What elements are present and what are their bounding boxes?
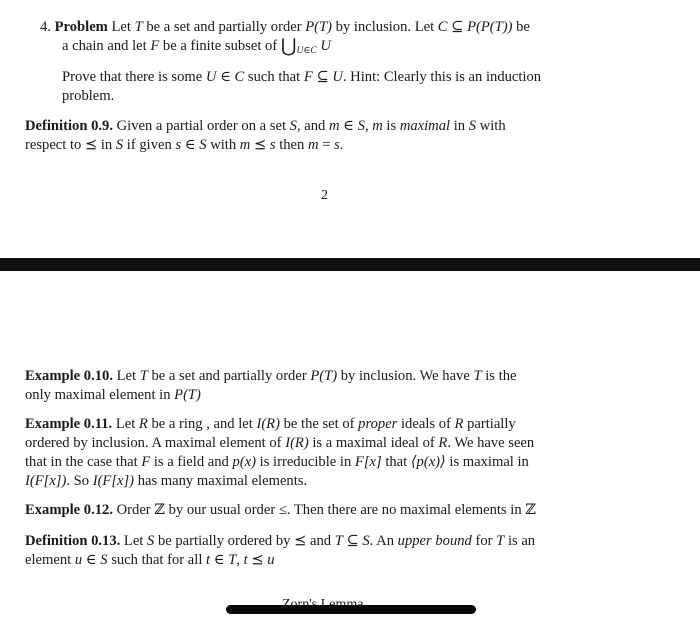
text: respect to ⪯ in [25,137,116,153]
text: such that [244,69,304,85]
text: ∈ [82,552,101,568]
example-0-12 [25,501,635,520]
math: S [468,118,477,134]
page-number: 2 [321,188,328,203]
math: S [115,137,124,153]
text: by inclusion. Let [332,19,438,35]
definition-0-9 [25,117,635,155]
text: if given [123,137,176,153]
math: u [267,552,275,568]
text: element [25,552,75,568]
text: . So [66,473,93,489]
text: problem. [62,88,115,104]
example-line-2 [25,434,635,453]
problem-4 [40,18,630,106]
math: u [74,552,83,568]
text: Order ℤ by our usual order ≤. Then there are no maximal elements in ℤ [112,502,536,518]
text: in [450,118,469,134]
text: only maximal element in [25,387,175,403]
math: S [357,118,365,134]
text: , and [296,118,329,134]
math: C [234,69,245,85]
text: that in the case that [25,454,142,470]
text: Let [112,368,140,384]
text: then [275,137,308,153]
math: t [243,552,248,568]
problem-line-1 [40,18,630,37]
math: R [138,416,148,432]
definition-0-13 [25,532,635,570]
text: , [236,552,244,568]
math: s [269,137,276,153]
math: T [473,368,482,384]
text: ∈ [216,69,235,85]
math: P(T) [310,368,338,384]
math: P(T) [174,387,201,403]
definition-heading: Definition 0.13. [25,533,121,549]
problem-line-2 [40,37,630,61]
example-line-2 [25,386,635,405]
text: be [512,19,530,35]
definition-line-1 [25,532,635,551]
definition-heading: Definition 0.9. [25,118,113,134]
math: I(F[x]) [92,473,135,489]
text: . An [369,533,398,549]
text: ∈ [339,118,358,134]
text: Given a partial order on a set [112,118,290,134]
example-line-3 [25,453,635,472]
text: ⪯ [250,137,270,153]
example-0-11 [25,415,635,491]
text: , [364,118,373,134]
example-heading: Example 0.10. [25,368,113,384]
example-heading: Example 0.12. [25,502,113,518]
text: Prove that there is some [62,69,206,85]
text: has many maximal elements. [134,473,308,489]
term: proper [358,416,398,432]
math: P(P(T)) [467,19,513,35]
text: for [471,533,497,549]
definition-line-2 [25,551,635,570]
math: t [206,552,211,568]
text: ⊆ [312,69,333,85]
math: U [332,69,343,85]
example-line-4 [25,472,635,491]
term: maximal [399,118,451,134]
problem-number: 4. [40,19,51,35]
text: ∈ [181,137,200,153]
math: T [228,552,237,568]
text: ∈ [210,552,229,568]
example-heading: Example 0.11. [25,416,113,432]
text: . Hint: Clearly this is an induction [342,69,542,85]
math: C [437,19,448,35]
math: S [100,552,108,568]
text: be a finite subset of [159,38,281,54]
math: S [289,118,297,134]
math: R [438,435,448,451]
text: with [206,137,240,153]
text: partially [463,416,516,432]
text: be partially ordered by ⪯ and [154,533,335,549]
math: T [134,19,143,35]
text: be the set of [279,416,359,432]
text: Let [120,533,148,549]
text: be a set and partially order [142,19,306,35]
problem-prove-line-2 [40,87,630,106]
math: p(x) [232,454,257,470]
math: F [141,454,151,470]
math: S [147,533,155,549]
text: that [381,454,411,470]
example-line-1 [25,415,635,434]
text: ideals of [397,416,455,432]
math: F [150,38,160,54]
math: R [454,416,464,432]
big-union: ⋃ [280,36,297,57]
text: . We have seen [447,435,535,451]
math: I(R) [256,416,280,432]
text: is irreducible in [256,454,355,470]
text: be a ring , and let [147,416,257,432]
problem-prove-line-1 [40,68,630,87]
text: a chain and let [62,38,151,54]
example-line-1 [25,367,635,386]
problem-heading: Problem [54,19,108,35]
horizontal-scrollbar[interactable] [226,605,476,614]
text: is [382,118,400,134]
math: ⟨p(x)⟩ [410,454,446,470]
text: is the [481,368,517,384]
math: S [362,533,370,549]
term: upper bound [397,533,472,549]
text: ⊆ [447,19,468,35]
math: T [334,533,343,549]
text: is a maximal ideal of [308,435,439,451]
text: be a set and partially order [147,368,311,384]
math: I(F[x]) [25,473,67,489]
text: is maximal in [445,454,529,470]
math: T [139,368,148,384]
math: S [199,137,207,153]
text: = [318,137,335,153]
math: I(R) [285,435,309,451]
math: m [328,118,340,134]
text: ⪯ [247,552,268,568]
math: F[x] [354,454,382,470]
math: m [372,118,383,134]
text: Let [112,416,139,432]
math: s [175,137,182,153]
text: . [339,137,344,153]
text: by inclusion. We have [337,368,474,384]
math: U [205,69,217,85]
math: m [308,137,319,153]
math: s [334,137,340,153]
definition-line-2 [25,136,635,155]
math: m [239,137,251,153]
math: F [303,69,313,85]
text: Let [111,19,135,35]
text: is a field and [150,454,233,470]
union-subscript: U∈C [296,46,317,56]
text: such that for all [107,552,207,568]
example-0-10 [25,367,635,405]
text: ordered by inclusion. A maximal element of [25,435,286,451]
math: T [496,533,505,549]
math: U [316,38,331,54]
page-divider [0,258,700,271]
text: ⊆ [342,533,363,549]
math: P(T) [305,19,332,35]
text: is an [504,533,536,549]
text: with [476,118,506,134]
definition-line-1 [25,117,635,136]
